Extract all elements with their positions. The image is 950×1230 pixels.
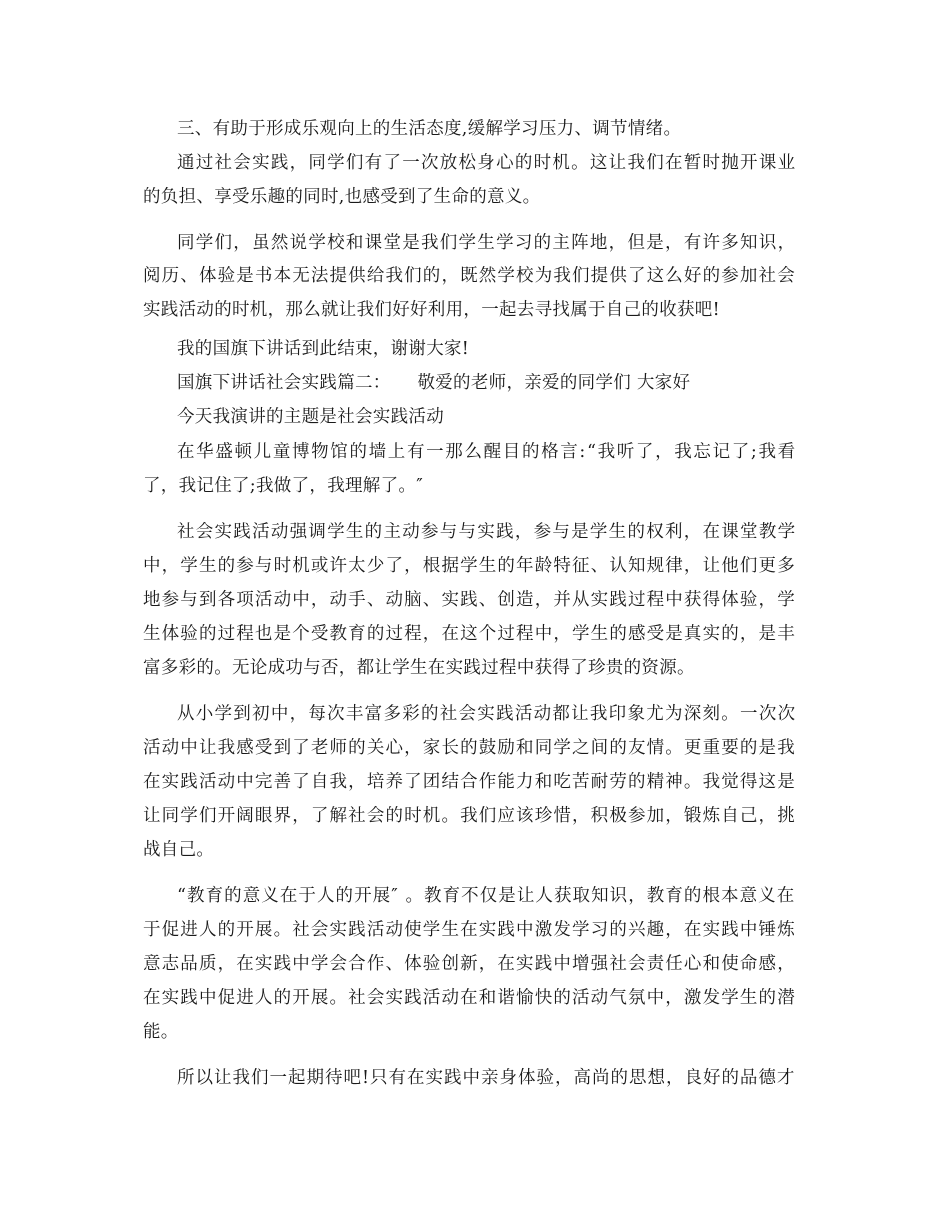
text-line: 从小学到初中，每次丰富多彩的社会实践活动都让我印象尤为深刻。一次次 [177,704,797,724]
text-line: 的负担、享受乐趣的同时,也感受到了生命的意义。 [143,187,541,207]
text-line: 意志品质，在实践中学会合作、体验创新，在实践中增强社会责任心和使命感， [143,954,796,974]
text-line: 社会实践活动强调学生的主动参与与实践，参与是学生的权利，在课堂教学 [177,522,797,542]
text-line: 在实践中促进人的开展。社会实践活动在和谐愉快的活动气氛中，激发学生的潜 [143,988,796,1008]
text-line: 通过社会实践，同学们有了一次放松身心的时机。这让我们在暂时抛开课业 [177,153,797,173]
text-line: 在实践活动中完善了自我，培养了团结合作能力和吃苦耐劳的精神。我觉得这是 [143,772,796,792]
text-line: 阅历、体验是书本无法提供给我们的，既然学校为我们提供了这么好的参加社会 [143,266,796,286]
text-line: “教育的意义在于人的开展″ 。教育不仅是让人获取知识，教育的根本意义在 [177,886,796,906]
text-line: 战自己。 [143,840,215,860]
text-line: 今天我演讲的主题是社会实践活动 [177,407,444,427]
text-line: 地参与到各项活动中，动手、动脑、实践、创造，并从实践过程中获得体验，学 [143,590,796,610]
text-line: 让同学们开阔眼界，了解社会的时机。我们应该珍惜，积极参加，锻炼自己，挑 [143,806,796,826]
text-line: 生体验的过程也是个受教育的过程，在这个过程中，学生的感受是真实的，是丰 [143,624,796,644]
text-line: 实践活动的时机，那么就让我们好好利用，一起去寻找属于自己的收获吧! [143,300,720,320]
text-line: 于促进人的开展。社会实践活动使学生在实践中激发学习的兴趣，在实践中锤炼 [143,920,796,940]
text-line: 所以让我们一起期待吧!只有在实践中亲身体验，高尚的思想，良好的品德才 [177,1068,796,1088]
text-line: 了，我记住了;我做了，我理解了。″ [143,476,424,496]
text-line: 富多彩的。无论成功与否，都让学生在实践过程中获得了珍贵的资源。 [143,658,695,678]
text-line: 三、有助于形成乐观向上的生活态度,缓解学习压力、调节情绪。 [177,119,682,139]
text-line: 同学们，虽然说学校和课堂是我们学生学习的主阵地，但是，有许多知识， [177,233,797,253]
text-line: 能。 [143,1022,179,1042]
text-line: 活动中让我感受到了老师的关心，家长的鼓励和同学之间的友情。更重要的是我 [143,738,796,758]
text-line: 我的国旗下讲话到此结束，谢谢大家! [177,339,470,359]
text-line: 国旗下讲话社会实践篇二： 敬爱的老师，亲爱的同学们 大家好 [177,373,691,393]
text-line: 中，学生的参与时机或许太少了，根据学生的年龄特征、认知规律，让他们更多 [143,556,796,576]
text-line: 在华盛顿儿童博物馆的墙上有一那么醒目的格言:“我听了，我忘记了;我看 [177,442,797,462]
